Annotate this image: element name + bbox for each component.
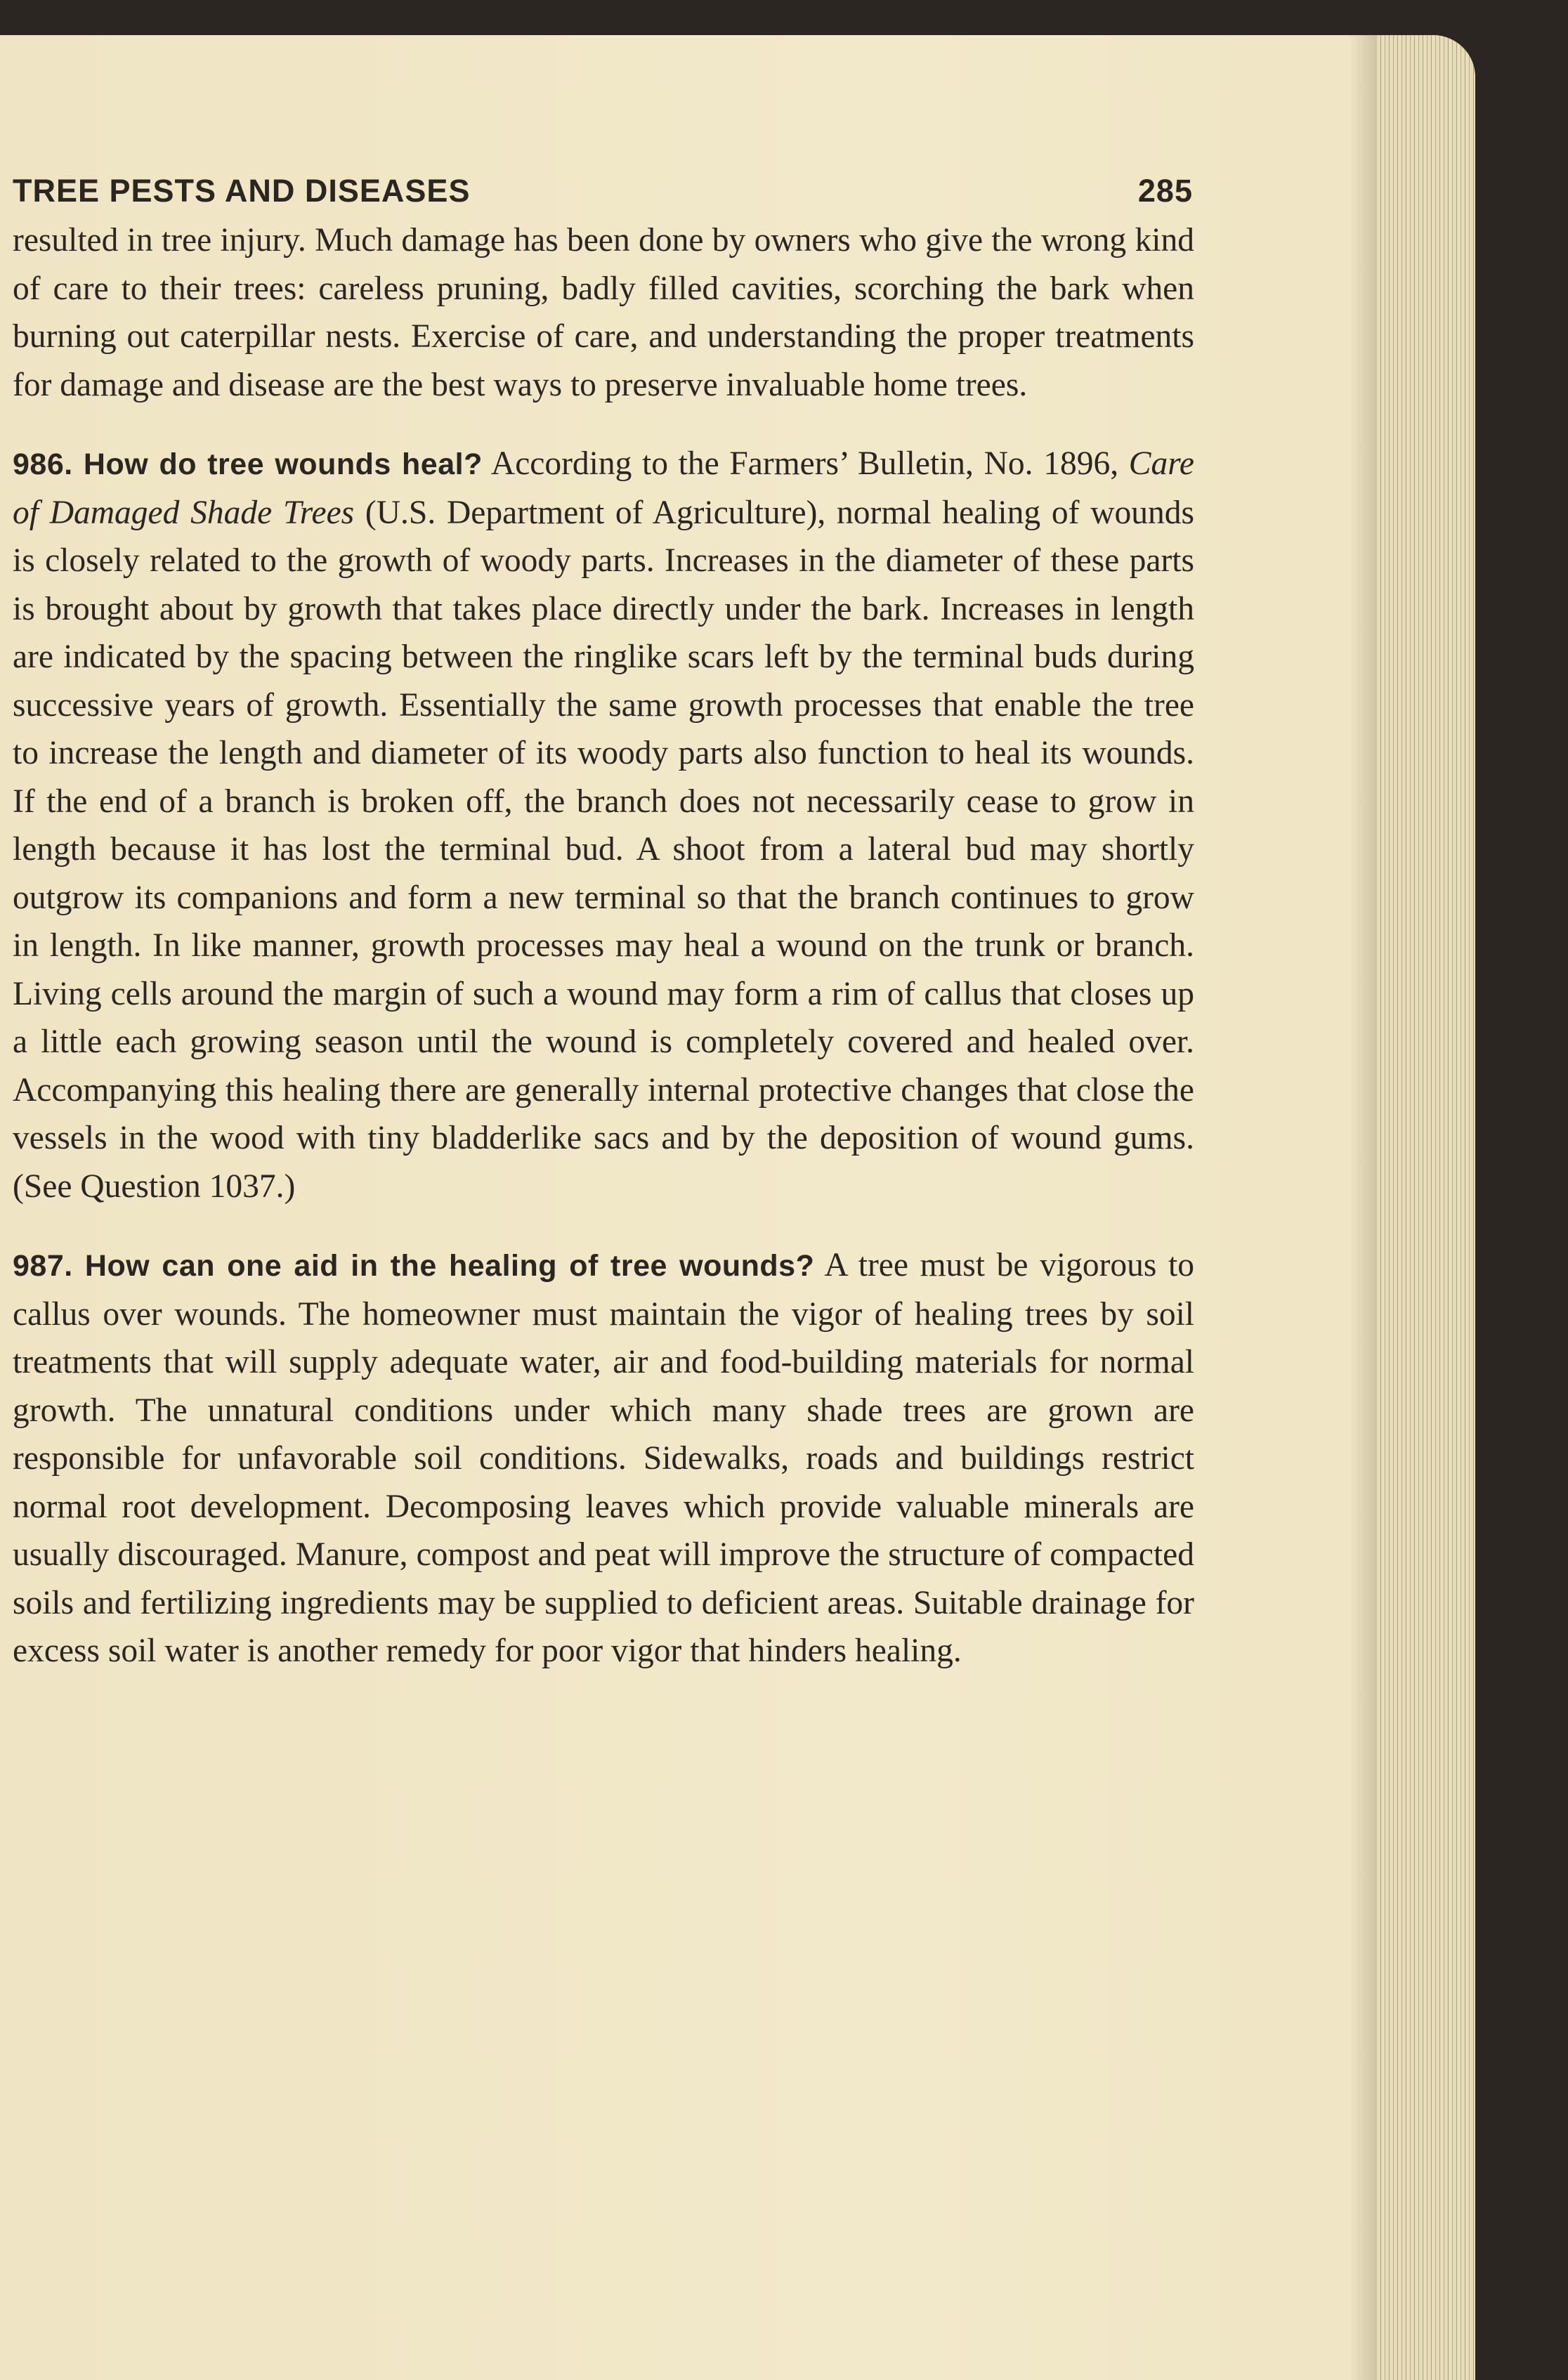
question-986-lead: According to the Farmers’ Bulletin, No. 1896,: [482, 445, 1129, 482]
question-986-heading: 986. How do tree wounds heal?: [13, 447, 483, 481]
page-gutter-shadow: [1349, 35, 1377, 2380]
running-title: TREE PESTS AND DISEASES: [13, 173, 471, 209]
page-edges: [1377, 35, 1475, 2380]
question-987-heading: 987. How can one aid in the healing of tree wounds?: [13, 1249, 815, 1283]
running-head: [13, 173, 1194, 209]
question-987: [13, 1241, 1194, 1675]
bulletin-title: Care of Damaged Shade Trees: [13, 445, 1195, 531]
question-987-body: A tree must be vigorous to callus over wounds. The homeowner must maintain the vigor of healing trees by soil treatments that will supply adequate water, air and food-building materials for normal growth. The unnatural conditions under which many shade trees are grown are responsible for unfavorable soil conditions. Sidewalks, roads and buildings restrict normal root development. Decomposing leaves which provide valuable minerals are usually discouraged. Manure, compost and peat will improve the structure of compacted soils and fertilizing ingredients may be supplied to deficient areas. Suitable drainage for excess soil water is another remedy for poor vigor that hinders healing.: [13, 1247, 1194, 1669]
page-number: 285: [1137, 173, 1193, 209]
book-page: [0, 35, 1475, 2380]
question-986-body: (U.S. Department of Agriculture), normal healing of wounds is closely related to the growth of woody parts. Increases in the diameter of these parts is brought about by growth that takes place directly under the bark. Increases in length are indicated by the spacing between the ringlike scars left by the terminal buds during successive years of growth. Essentially the same growth processes that enable the tree to increase the length and diameter of its woody parts also function to heal its wounds. If the end of a branch is broken off, the branch does not necessarily cease to grow in length because it has lost the terminal bud. A shoot from a lateral bud may shortly outgrow its companions and form a new terminal so that the branch continues to grow in length. In like manner, growth processes may heal a wound on the trunk or branch. Living cells around the margin of such a wound may form a rim of callus that closes up a little each growing season until the wound is completely covered and healed over. Accompanying this healing there are generally internal protective changes that close the vessels in the wood with tiny bladderlike sacs and by the deposition of wound gums. (See Question 1037.): [13, 494, 1194, 1205]
text-block: [13, 173, 1194, 1675]
paragraph-intro: resulted in tree injury. Much damage has been done by owners who give the wrong kind of care to their trees: careless pruning, badly filled cavities, scorching the bark when burning out caterpillar nests. Exercise of care, and understanding the proper treatments for damage and disease are the best ways to preserve invaluable home trees.: [13, 222, 1194, 403]
question-986: [13, 440, 1194, 1210]
